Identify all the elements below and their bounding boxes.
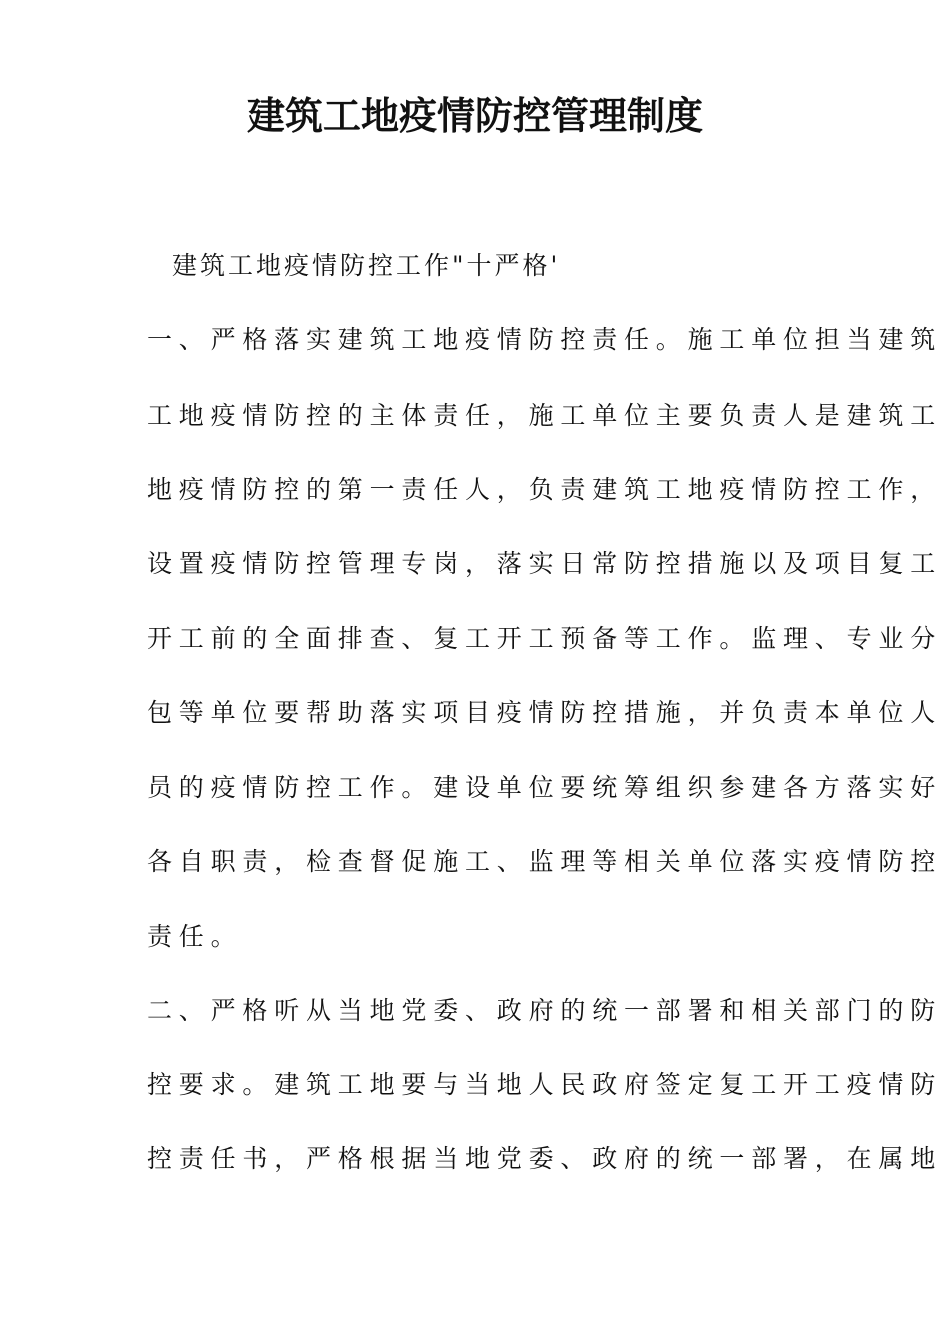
body-line-10: 二、严格听从当地党委、政府的统一部署和相关部门的防 <box>147 996 943 1025</box>
body-line-11: 控要求。建筑工地要与当地人民政府签定复工开工疫情防 <box>147 1070 943 1099</box>
document-subtitle: 建筑工地疫情防控工作"十严格' <box>172 251 561 280</box>
body-line-6: 包等单位要帮助落实项目疫情防控措施，并负责本单位人 <box>147 698 943 727</box>
body-line-3: 地疫情防控的第一责任人，负责建筑工地疫情防控工作， <box>147 475 943 504</box>
body-line-5: 开工前的全面排查、复工开工预备等工作。监理、专业分 <box>147 624 943 653</box>
body-line-1: 一、严格落实建筑工地疫情防控责任。施工单位担当建筑 <box>147 325 943 354</box>
body-line-8: 各自职责，检查督促施工、监理等相关单位落实疫情防控 <box>147 847 943 876</box>
document-title: 建筑工地疫情防控管理制度 <box>246 94 703 138</box>
body-line-9: 责任。 <box>147 922 243 951</box>
body-line-7: 员的疫情防控工作。建设单位要统筹组织参建各方落实好 <box>147 773 943 802</box>
body-line-4: 设置疫情防控管理专岗，落实日常防控措施以及项目复工 <box>147 549 943 578</box>
body-line-12: 控责任书，严格根据当地党委、政府的统一部署，在属地 <box>147 1144 943 1173</box>
body-line-2: 工地疫情防控的主体责任，施工单位主要负责人是建筑工 <box>147 401 943 430</box>
